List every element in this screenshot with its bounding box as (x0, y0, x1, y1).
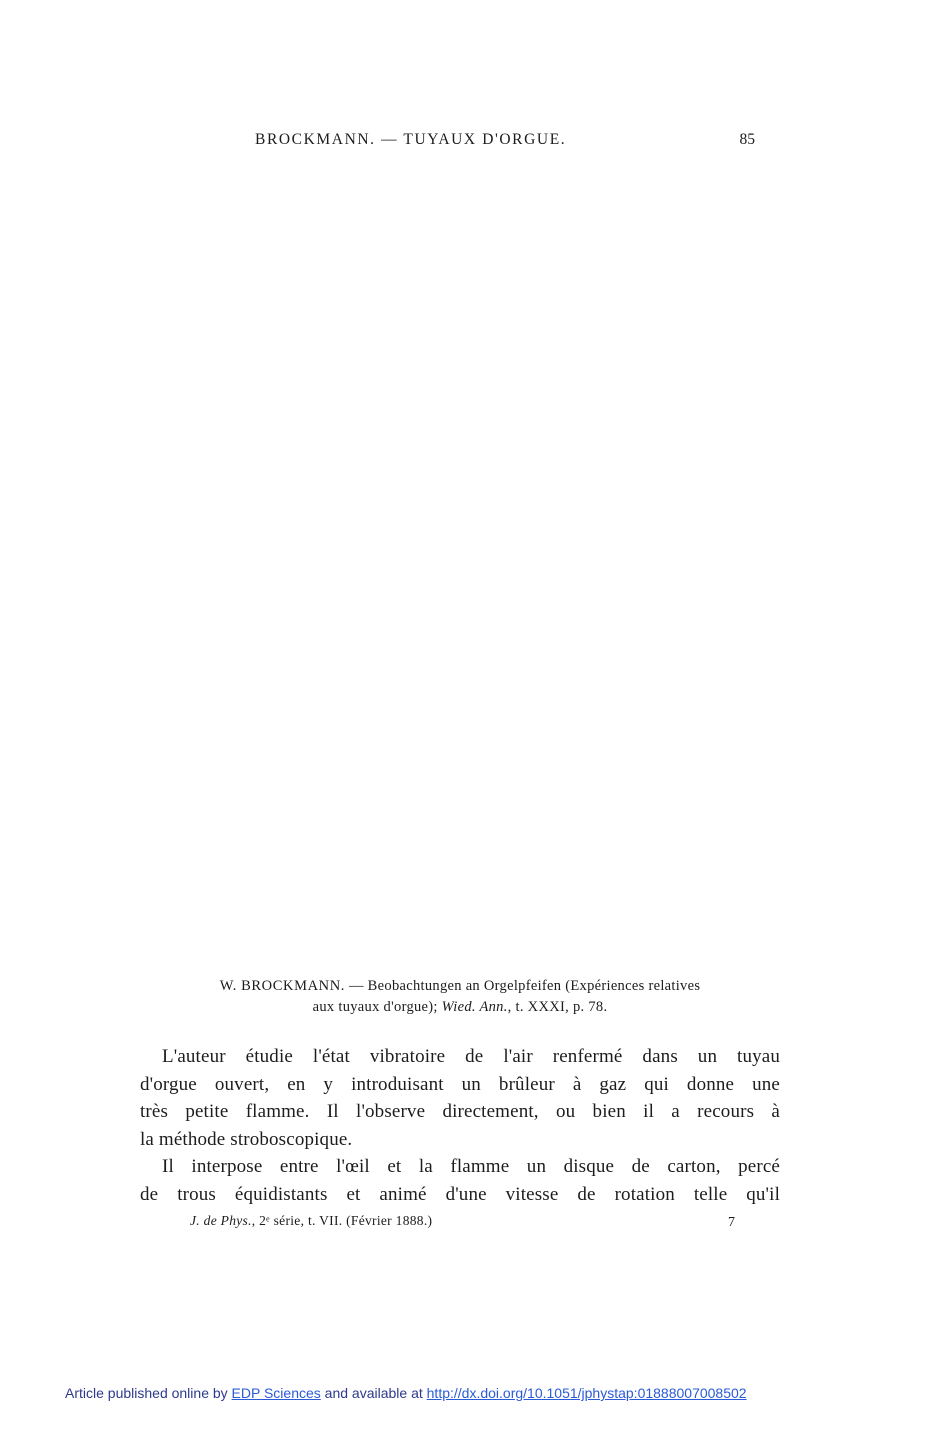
edp-sciences-link[interactable]: EDP Sciences (231, 1385, 321, 1401)
doi-link[interactable]: http://dx.doi.org/10.1051/jphystap:01888007008502 (426, 1385, 747, 1401)
page-number: 85 (739, 131, 755, 148)
article-heading-line-1 (140, 976, 780, 997)
paragraph-2-line-1: Il interpose entre l'œil et la flamme un disque de carton, percé (162, 1156, 780, 1177)
journal-footline (190, 1213, 735, 1235)
journal-volume-date: , 2ᵉ série, t. VII. (Février 1888.) (251, 1213, 433, 1228)
paragraph-1-line-1: L'auteur étudie l'état vibratoire de l'air renfermé dans un tuyau (162, 1046, 780, 1067)
publisher-notice (65, 1385, 747, 1401)
journal-reference (190, 1213, 432, 1229)
article-heading (140, 976, 780, 1018)
publisher-notice-prefix: Article published online by (65, 1385, 232, 1401)
paragraph-1-line-4: la méthode stroboscopique. (140, 1128, 353, 1150)
paragraph-1-line-3: très petite flamme. Il l'observe directement, ou bien il a recours à (140, 1101, 780, 1122)
paragraph-1-line-2: d'orgue ouvert, en y introduisant un brûleur à gaz qui donne une (140, 1073, 780, 1095)
paragraph-2-line-2: de trous équidistants et animé d'une vitesse de rotation telle qu'il (140, 1183, 780, 1205)
article-body (140, 1043, 780, 1208)
running-header (255, 131, 755, 153)
running-title: BROCKMANN. — TUYAUX D'ORGUE. (255, 131, 567, 148)
article-journal-name: Wied. Ann. (441, 999, 508, 1015)
article-heading-line-2 (140, 997, 780, 1018)
paragraph-1 (140, 1043, 780, 1153)
article-author: W. BROCKMANN. (219, 978, 346, 994)
sheet-signature-mark: 7 (728, 1215, 735, 1230)
article-title-part-1: — Beobachtungen an Orgelpfeifen (Expériences relatives (345, 978, 701, 994)
journal-abbreviation: J. de Phys. (190, 1213, 252, 1228)
article-citation: , t. XXXI, p. 78. (507, 999, 608, 1015)
article-title-part-2: aux tuyaux d'orgue); (312, 999, 442, 1015)
paragraph-2 (140, 1153, 780, 1208)
publisher-notice-middle: and available at (320, 1385, 427, 1401)
